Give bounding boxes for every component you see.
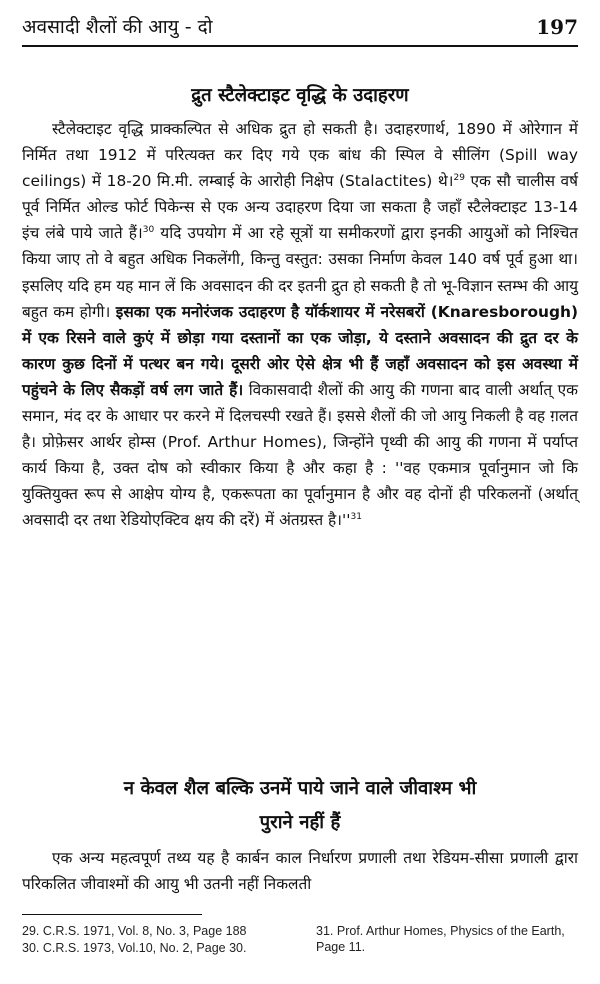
paragraph-text: यदि उपयोग में आ रहे सूत्रों या समीकरणों द्वारा इनकी आयुओं को निश्चित किया जाए तो वे बहुत अधिक निकलेंगी, किन्तु वस्तुत: उसका निर्माण केवल 140 वर्ष पूर्व हुआ था। इसलिए यदि हम यह मान लें कि अवसादन की दर इतनी द्रुत हो सकती है तो भू-विज्ञान स्तम्भ की आयु बहुत कम होगी। xyxy=(22,224,578,321)
footnote-ref-30: 30 xyxy=(142,225,155,236)
footnote-ref-31: 31 xyxy=(350,512,362,523)
footnote-text: C.R.S. 1973, Vol.10, No. 2, Page 30. xyxy=(42,941,247,955)
bold-passage: इसका एक मनोरंजक उदाहरण है यॉर्कशायर में नरेसबरों (Knaresborough) में एक रिसने वाले कुएं में छोड़ा गया दस्तानों का एक जोड़ा, ये दस्ताने अवसादन की द्रुत दर के कारण कुछ दिनों में पत्थर बन गये। दूसरी ओर ऐसे क्षेत्र भी हैं जहाँ अवसादन को इस अवस्था में पहुंचने के लिए सैकड़ों वर्ष लग जाते हैं। xyxy=(22,302,579,399)
section-heading-stalactite: द्रुत स्टैलेक्टाइट वृद्धि के उदाहरण xyxy=(191,85,409,106)
heading-line: न केवल शैल बल्कि उनमें पाये जाने वाले जीवाश्म भी xyxy=(123,778,477,799)
footnote-30 xyxy=(22,940,246,956)
page-header xyxy=(22,12,578,44)
footnote-number: 29. xyxy=(22,924,40,938)
footnote-rule xyxy=(22,914,202,915)
footnote-number: 31. xyxy=(316,924,334,938)
footnote-number: 30. xyxy=(22,941,40,955)
header-rule xyxy=(22,45,578,47)
body-paragraph-fossils: एक अन्य महत्वपूर्ण तथ्य यह है कार्बन काल निर्धारण प्रणाली तथा रेडियम-सीसा प्रणाली द्वारा परिकलित जीवाश्मों की आयु भी उतनी नहीं निकलती xyxy=(22,849,578,894)
paragraph-text: स्टैलेक्टाइट वृद्धि प्राक्कल्पित से अधिक द्रुत हो सकती है। उदाहरणार्थ, 1890 में ओरेगान में निर्मित तथा 1912 में परित्यक्त कर दिए गये एक बांध की स्पिल वे सीलिंग (Spill way ceilings) में 18-20 मि.मी. लम्बाई के आरोही निक्षेप (Stalactites) थे। xyxy=(22,120,578,191)
heading-line: पुराने नहीं हैं xyxy=(259,812,341,833)
page-number: 197 xyxy=(536,15,578,39)
paragraph-text: विकासवादी शैलों की आयु की गणना बाद वाली अर्थात् एक समान, मंद दर के आधार पर करने में दिलचस्पी रखते हैं। इससे शैलों की जो आयु निकली है वह ग़लत है। प्रोफ़ेसर आर्थर होम्स (Prof. Arthur Homes), जिन्होंने पृथ्वी की आयु की गणना में पर्याप्त कार्य किया है, उक्त दोष को स्वीकार किया है और कहा है : ''वह एकमात्र पूर्वानुमान जो कि युक्तियुक्त रूप से आक्षेप योग्य है, एकरूपता का पूर्वानुमान है और वह दोनों ही परिकलनों (अर्थात् अवसादी दर तथा रेडियोएक्टिव क्षय की दरें) में अंतग्रस्त है।'' xyxy=(22,380,579,530)
footnote-text: Prof. Arthur Homes, Physics of the Earth, Page 11. xyxy=(316,924,565,954)
footnote-ref-29: 29 xyxy=(453,173,465,184)
footnote-29 xyxy=(22,923,246,939)
body-paragraph-stalactite xyxy=(22,116,578,534)
footnote-text: C.R.S. 1971, Vol. 8, No. 3, Page 188 xyxy=(42,924,247,938)
section-heading-fossils xyxy=(22,772,578,840)
running-head: अवसादी शैलों की आयु - दो xyxy=(22,16,213,38)
footnote-31 xyxy=(316,923,578,955)
paragraph-text: एक सौ चालीस वर्ष पूर्व निर्मित ओल्ड फोर्ट पिकेन्स से एक अन्य उदाहरण दिया जा सकता है जहाँ स्टैलेक्टाइट 13-14 इंच लंबे पाये जाते हैं। xyxy=(22,172,579,243)
